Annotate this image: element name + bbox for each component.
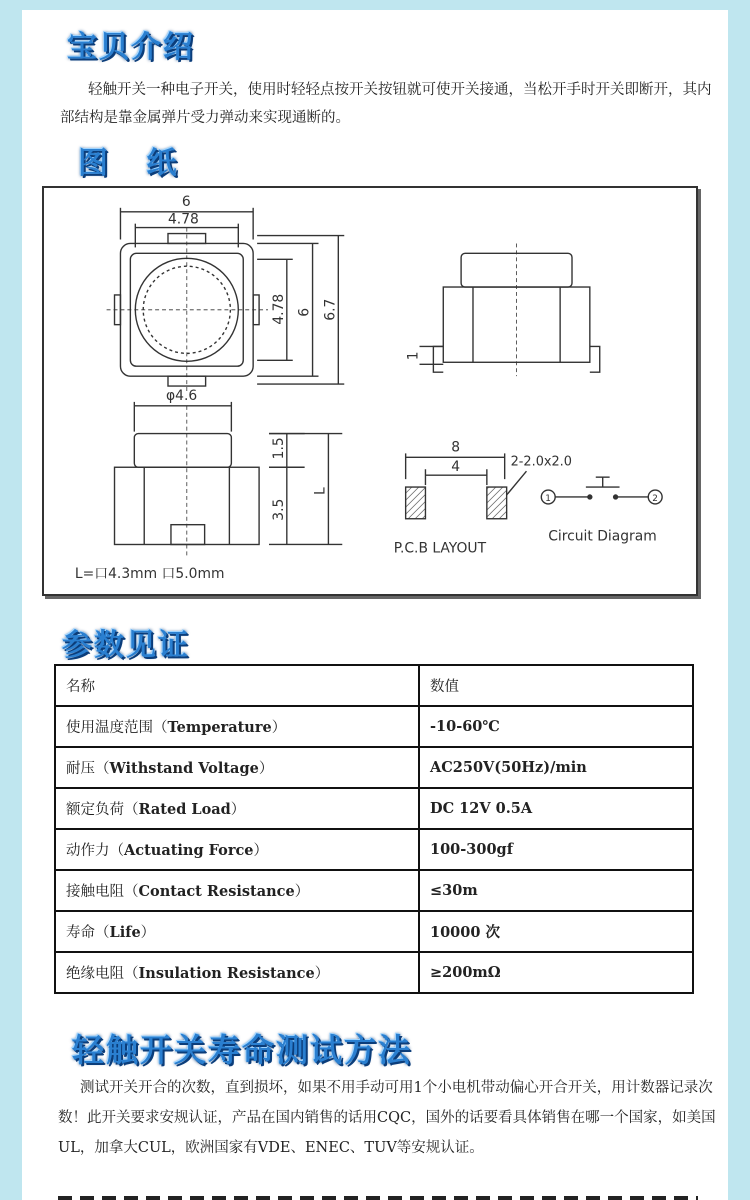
params-title: 参数见证 bbox=[62, 628, 190, 663]
dim-1-side: 1 bbox=[405, 351, 422, 361]
dim-6-side: 6 bbox=[296, 307, 313, 317]
pcb-dim-4: 4 bbox=[451, 459, 461, 476]
param-name-close: ） bbox=[253, 843, 269, 859]
dim-6-top: 6 bbox=[181, 193, 191, 210]
param-name bbox=[55, 911, 419, 952]
product-page bbox=[22, 10, 728, 1200]
param-value: 10000 次 bbox=[419, 911, 693, 952]
param-name-cn: 接触电阻（ bbox=[66, 884, 139, 900]
test-method-title: 轻触开关寿命测试方法 bbox=[72, 1031, 413, 1069]
intro-paragraph: 轻触开关一种电子开关，使用时轻轻点按开关按钮就可使开关接通，当松开手时开关即断开，其内部结构是靠金属弹片受力弹动来实现通断的。 bbox=[60, 82, 712, 126]
param-name-cn: 耐压（ bbox=[66, 761, 110, 777]
param-name-close: ） bbox=[294, 884, 310, 900]
drawing-svg bbox=[44, 188, 696, 594]
dim-35: 3.5 bbox=[270, 498, 287, 521]
table-row bbox=[55, 870, 693, 911]
param-name-cn: 寿命（ bbox=[66, 925, 110, 941]
dim-L: L bbox=[312, 487, 329, 495]
param-name-close: ） bbox=[230, 802, 246, 818]
dim-15: 1.5 bbox=[270, 437, 287, 460]
pcb-layout-label: P.C.B LAYOUT bbox=[393, 540, 487, 557]
param-value: AC250V(50Hz)/min bbox=[419, 747, 693, 788]
table-row bbox=[55, 911, 693, 952]
param-name-en: Insulation Resistance bbox=[138, 965, 315, 982]
param-name-cn: 动作力（ bbox=[66, 843, 124, 859]
front-view-button bbox=[134, 434, 231, 468]
table-header-row bbox=[55, 665, 693, 706]
dim-67-side: 6.7 bbox=[322, 298, 339, 321]
pcb-dim-8: 8 bbox=[451, 439, 461, 456]
param-name bbox=[55, 952, 419, 993]
header-value: 数值 bbox=[419, 665, 693, 706]
dashed-divider bbox=[58, 1196, 698, 1200]
table-row bbox=[55, 788, 693, 829]
l-dimension-note: L=口4.3mm 口5.0mm bbox=[74, 566, 225, 583]
table-row bbox=[55, 829, 693, 870]
pin-2-label: 2 bbox=[652, 493, 658, 504]
param-name-en: Actuating Force bbox=[124, 842, 254, 859]
param-name-close: ） bbox=[140, 925, 156, 941]
param-name-cn: 额定负荷（ bbox=[66, 802, 139, 818]
dim-478-top: 4.78 bbox=[167, 211, 199, 228]
param-name-en: Rated Load bbox=[138, 801, 231, 818]
param-name-cn: 绝缘电阻（ bbox=[66, 966, 139, 982]
param-name bbox=[55, 870, 419, 911]
pcb-pad-right bbox=[487, 487, 507, 519]
param-value: 100-300gf bbox=[419, 829, 693, 870]
header-name: 名称 bbox=[55, 665, 419, 706]
table-row bbox=[55, 747, 693, 788]
pcb-pad-left bbox=[406, 487, 426, 519]
param-name-en: Life bbox=[109, 924, 141, 941]
param-name-close: ） bbox=[314, 966, 330, 982]
table-row bbox=[55, 952, 693, 993]
param-value: DC 12V 0.5A bbox=[419, 788, 693, 829]
param-name-close: ） bbox=[271, 720, 287, 736]
param-name-en: Withstand Voltage bbox=[109, 760, 259, 777]
param-name-cn: 使用温度范围（ bbox=[66, 720, 168, 736]
param-name bbox=[55, 829, 419, 870]
param-name-en: Temperature bbox=[167, 719, 272, 736]
param-name bbox=[55, 788, 419, 829]
param-name-close: ） bbox=[258, 761, 274, 777]
dim-478-side: 4.78 bbox=[270, 293, 287, 325]
intro-title: 宝贝介绍 bbox=[67, 30, 195, 65]
params-table bbox=[54, 664, 694, 994]
circuit-diagram-label: Circuit Diagram bbox=[548, 528, 657, 545]
pin-1-label: 1 bbox=[545, 493, 551, 504]
param-name-en: Contact Resistance bbox=[138, 883, 295, 900]
param-value: -10-60℃ bbox=[419, 706, 693, 747]
param-name bbox=[55, 747, 419, 788]
dim-phi46: φ4.6 bbox=[166, 387, 198, 404]
param-name bbox=[55, 706, 419, 747]
param-value: ≥200mΩ bbox=[419, 952, 693, 993]
table-row bbox=[55, 706, 693, 747]
drawing-title: 图 纸 bbox=[78, 146, 191, 181]
param-value: ≤30m bbox=[419, 870, 693, 911]
test-method-paragraph: 测试开关开合的次数，直到损坏，如果不用手动可用1个小电机带动偏心开合开关，用计数器记录次数！此开关要求安规认证，产品在国内销售的话用CQC，国外的话要看具体销售在哪一个国家，如美国UL，加拿大CUL，欧洲国家有VDE、ENEC、TUV等安规认证。 bbox=[58, 1080, 716, 1156]
technical-drawing bbox=[42, 186, 698, 596]
pcb-holes-spec: 2-2.0x2.0 bbox=[510, 454, 572, 470]
